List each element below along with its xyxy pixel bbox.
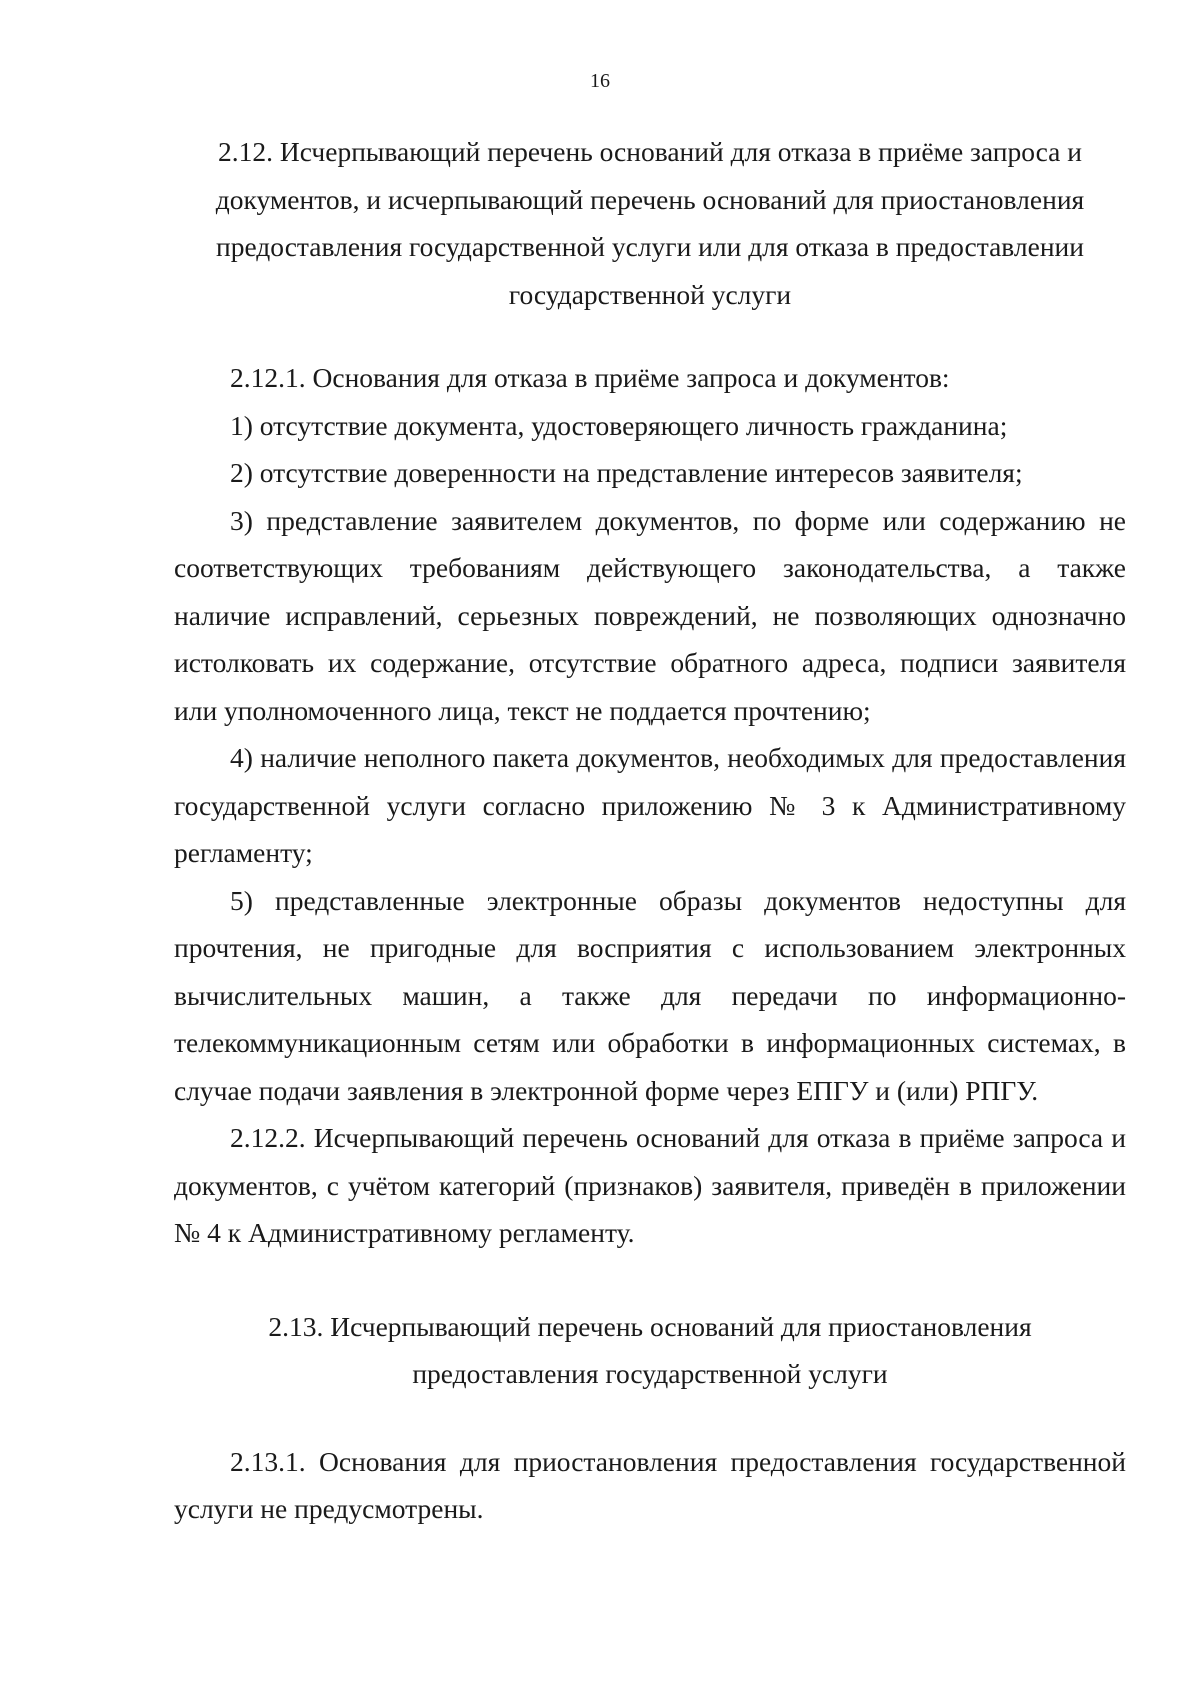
list-item-4: 4) наличие неполного пакета документов, необходимых для предоставления государственной услуги согласно приложению № 3 к Административному регламенту; (174, 742, 1126, 868)
paragraph-2-12-1: 2.12.1. Основания для отказа в приёме запроса и документов: (230, 362, 950, 393)
section-heading-2-13: 2.13. Исчерпывающий перечень оснований для приостановления предоставления государственной услуги (268, 1310, 1032, 1389)
page-number: 16 (590, 70, 610, 92)
list-item-2: 2) отсутствие доверенности на представление интересов заявителя; (230, 457, 1023, 488)
document-body (174, 128, 1126, 1533)
list-item-1: 1) отсутствие документа, удостоверяющего личность гражданина; (230, 409, 1008, 441)
list-item-3: 3) представление заявителем документов, по форме или содержанию не соответствующих требованиям действующего законодательства, а также наличие исправлений, серьезных повреждений, не позволяющих однозначно истолковать их содержание, отсутствие обратного адреса, подписи заявителя или уполномоченного лица, текст не поддается прочтению; (174, 504, 1126, 726)
paragraph-2-13-1: 2.13.1. Основания для приостановления предоставления государственной услуги не предусмотрены. (174, 1445, 1126, 1524)
list-item-5: 5) представленные электронные образы документов недоступны для прочтения, не пригодные для восприятия с использованием электронных вычислительных машин, а также для передачи по информационно-телекоммуникационным сетям или обработки в информационных системах, в случае подачи заявления в электронной форме через ЕПГУ и (или) РПГУ. (174, 884, 1126, 1106)
paragraph-2-12-2: 2.12.2. Исчерпывающий перечень оснований для отказа в приёме запроса и документов, с учётом категорий (признаков) заявителя, приведён в приложении № 4 к Административному регламенту. (174, 1122, 1126, 1248)
section-heading-2-12: 2.12. Исчерпывающий перечень оснований для отказа в приёме запроса и документов, и исчерпывающий перечень оснований для приостановления предоставления государственной услуги или для отказа в предоставлении государственной услуги (215, 136, 1085, 310)
